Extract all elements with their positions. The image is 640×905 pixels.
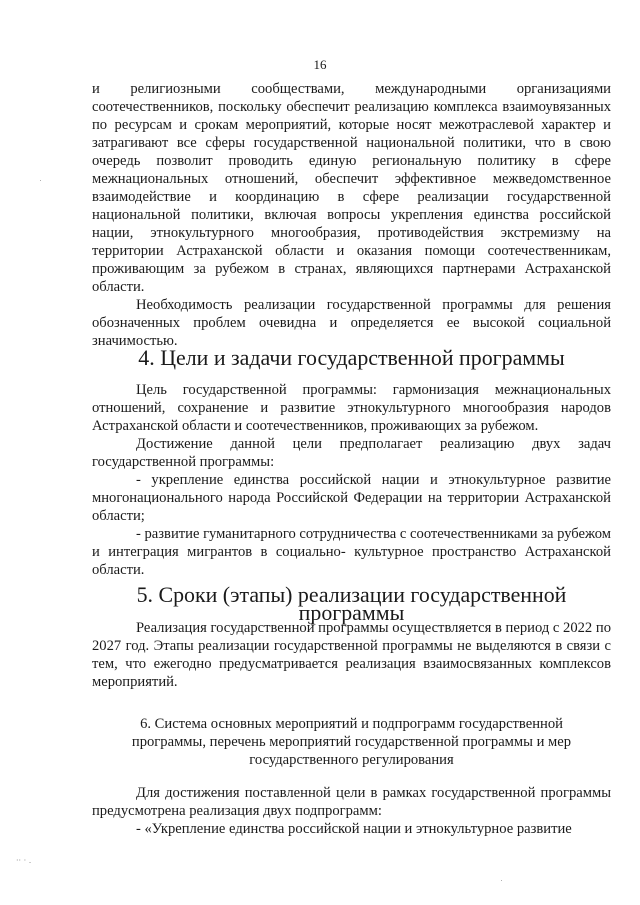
section-6-heading-line: программы, перечень мероприятий государственной программы и мер <box>131 734 572 750</box>
section-6-body <box>92 784 611 838</box>
subprograms-intro-paragraph: Для достижения поставленной цели в рамках государственной программы предусмотрена реализация двух подпрограмм: <box>92 785 611 819</box>
subprogram-item: - «Укрепление единства российской нации и этнокультурное развитие <box>136 821 572 837</box>
intro-paragraph: и религиозными сообществами, международными организациями соотечественников, поскольку обеспечит реализацию комплекса взаимоувязанных по ресурсам и срокам мероприятий, которые носят межотраслевой характер и затрагивают все сферы государственной национальной политики, что в свою очередь позволит проводить единую региональную политику в сфере межнациональных отношений, обеспечит эффективное межведомственное взаимодействие и координацию в сфере реализации государственной национальной политики, включая вопросы укрепления единства российской нации, этнокультурного многообразия, противодействия экстремизму на территории Астраханской области и оказания помощи соотечественникам, проживающим за рубежом в странах, являющихся партнерами Астраханской области. <box>92 81 611 295</box>
section-6-heading-line: 6. Система основных мероприятий и подпрограмм государственной <box>140 716 563 732</box>
section-6-heading <box>92 715 611 769</box>
scan-speck <box>40 180 41 181</box>
tasks-intro-paragraph: Достижение данной цели предполагает реализацию двух задач государственной программы: <box>92 436 611 470</box>
timeline-paragraph: Реализация государственной программы осуществляется в период с 2022 по 2027 год. Этапы реализации государственной программы не выделяются в связи с тем, что ежегодно предусматривается реализация взаимосвязанных комплексов мероприятий. <box>92 620 611 690</box>
page-number: 16 <box>313 57 327 72</box>
goal-paragraph: Цель государственной программы: гармонизация межнациональных отношений, сохранение и развитие этнокультурного многообразия народов Астраханской области и соотечественников, проживающих за рубежом. <box>92 382 611 434</box>
scan-margin-mark: ·· · . <box>16 856 32 865</box>
section-4-body <box>92 381 611 579</box>
scan-speck <box>501 880 502 881</box>
intro-paragraph: Необходимость реализации государственной программы для решения обозначенных проблем очевидна и определяется ее высокой социальной значимостью. <box>92 297 611 349</box>
intro-block <box>92 80 611 350</box>
task-item: - укрепление единства российской нации и этнокультурное развитие многонационального народа Российской Федерации на территории Астраханской области; <box>92 472 611 524</box>
section-5-body <box>92 619 611 691</box>
section-5-heading: 5. Сроки (этапы) реализации государственной программы <box>136 582 567 625</box>
section-4-heading: 4. Цели и задачи государственной программы <box>138 345 565 370</box>
task-item: - развитие гуманитарного сотрудничества с соотечественниками за рубежом и интеграция мигрантов в социально- культурное пространство Астраханской области. <box>92 526 611 578</box>
section-6-heading-line: государственного регулирования <box>249 752 454 768</box>
